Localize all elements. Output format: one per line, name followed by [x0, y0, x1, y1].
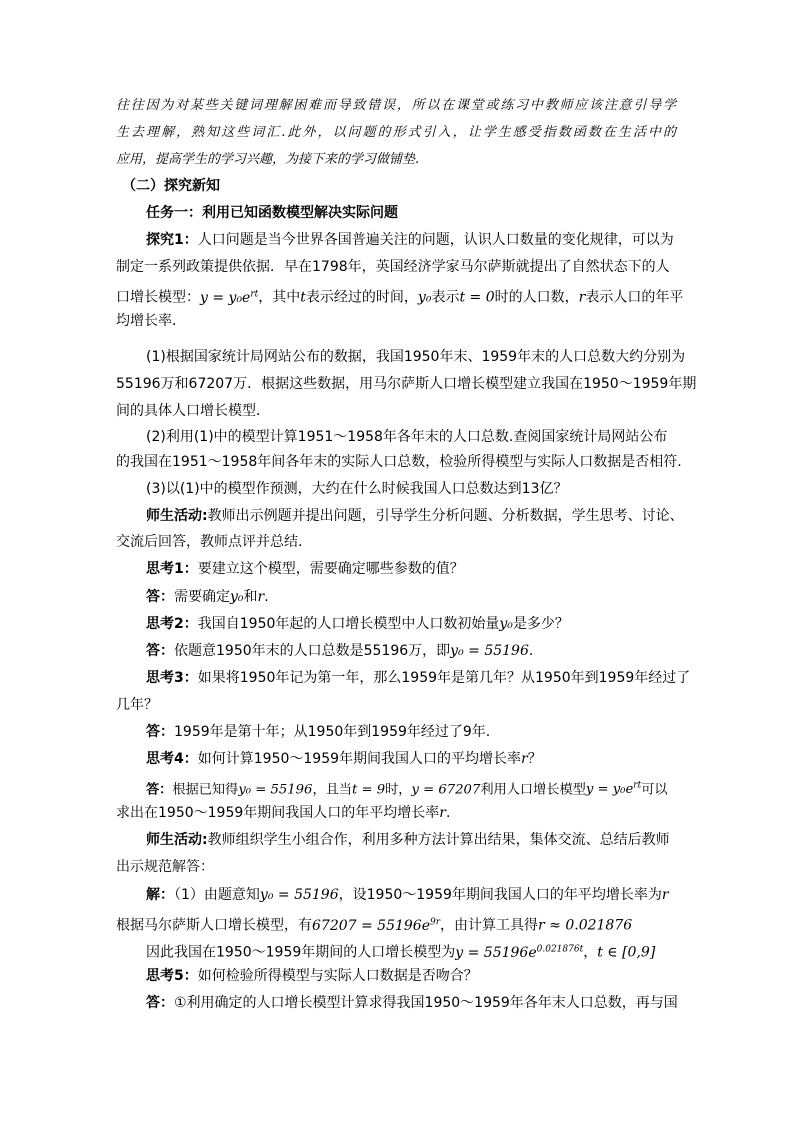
- explore-text-3e: 时的人口数，: [494, 289, 579, 306]
- solution-model: [455, 945, 583, 961]
- answer-4-text-a: 根据已知得: [172, 782, 239, 798]
- answer-2-text-a: 依题意1950年末的人口总数是55196万，即: [174, 643, 451, 659]
- explore-text-3c: 表示经过的时间，: [305, 289, 418, 306]
- answer-1: [146, 585, 706, 609]
- think-2: [146, 612, 706, 636]
- solution-text-3b: ，: [583, 944, 598, 961]
- answer-3-label: 答：: [146, 724, 174, 740]
- answer-4-model-exp: rt: [633, 781, 642, 791]
- solution-model-base: y = 55196e: [455, 944, 537, 961]
- activity-2-text-1: 教师组织学生小组合作，利用多种方法计算出结果，集体交流、总结后教师: [207, 832, 670, 848]
- solution-r: r: [661, 887, 669, 903]
- explore-label: 探究1：: [146, 232, 198, 248]
- answer-4-t9: t = 9: [352, 782, 386, 798]
- intro-line-3: 应用，提高学生的学习兴趣，为接下来的学习做铺垫.: [116, 152, 420, 167]
- answer-4-model: [586, 782, 641, 797]
- activity-2-label: 师生活动:: [146, 832, 208, 848]
- answer-5-label: 答：: [146, 995, 174, 1011]
- think-2-y0: y₀: [499, 616, 513, 632]
- question-1-line-2: 55196万和67207万．根据这些数据，用马尔萨斯人口增长模型建立我国在1950～1959年期: [116, 376, 697, 392]
- var-y0: y₀: [417, 289, 432, 306]
- explore-text-3b: ，其中: [258, 289, 301, 306]
- think-4: [146, 747, 706, 771]
- answer-2-text-b: .: [528, 643, 534, 659]
- solution-label: 解：: [146, 887, 174, 903]
- think-3-line-2: 几年？: [116, 697, 158, 713]
- var-t0: t = 0: [459, 289, 495, 306]
- answer-5: [146, 991, 706, 1015]
- var-t: t: [300, 289, 306, 306]
- solution-text-2b: ，由计算工具得: [440, 917, 539, 934]
- think-2-label: 思考2：: [146, 616, 198, 632]
- answer-4-line-2: [116, 801, 676, 825]
- think-5: [146, 964, 706, 988]
- think-3-label: 思考3：: [146, 670, 198, 686]
- activity-1-text-1: 教师出示例题并提出问题，引导学生分析问题、分析数据，学生思考、讨论、: [207, 508, 684, 524]
- explore-line-4: 均增长率．: [116, 313, 186, 329]
- solution-eq-9r: [312, 918, 440, 934]
- explore-text-3a: 口增长模型：: [116, 289, 200, 306]
- answer-4-text-d: 利用人口增长模型: [480, 782, 586, 798]
- think-3-line-1: [146, 666, 691, 690]
- activity-1-line-2: 交流后回答，教师点评并总结.: [116, 534, 303, 550]
- model-exponent: rt: [250, 289, 259, 299]
- explore-text-1: 人口问题是当今世界各国普遍关注的问题，认识人口数量的变化规律，可以为: [197, 232, 674, 248]
- think-2-text-b: 是多少？: [512, 616, 569, 632]
- answer-1-text-b: 和: [243, 589, 258, 605]
- explore-line-3: [116, 282, 684, 310]
- solution-eq-9r-base: 67207 = 55196e: [312, 917, 430, 934]
- think-1: [146, 557, 706, 581]
- question-1-line-1: (1)根据国家统计局网站公布的数据，我国1950年末、1959年末的人口总数大约分别为: [146, 349, 686, 365]
- answer-1-y0: y₀: [230, 589, 244, 605]
- solution-model-exp: 0.021876t: [536, 944, 584, 954]
- solution-line-2: [116, 910, 676, 938]
- activity-1-label: 师生活动:: [146, 508, 208, 524]
- answer-4-label: 答：: [146, 782, 173, 798]
- activity-1-line-1: [146, 504, 684, 528]
- explore-line-1: [146, 228, 676, 252]
- think-2-text-a: 我国自1950年起的人口增长模型中人口数初始量: [197, 616, 500, 632]
- solution-y0-eq: y₀ = 55196: [259, 887, 339, 903]
- think-1-label: 思考1：: [146, 561, 198, 577]
- think-4-r: r: [521, 751, 528, 767]
- answer-2: [146, 639, 706, 663]
- solution-text-3a: 因此我国在1950～1959年期间的人口增长模型为: [146, 944, 456, 961]
- answer-4-text-b: ，且当: [312, 782, 352, 798]
- solution-eq-9r-exp: 9r: [430, 917, 441, 927]
- answer-4-r: r: [439, 805, 446, 821]
- solution-r-approx: r ≈ 0.021876: [538, 917, 633, 934]
- answer-5-text: ①利用确定的人口增长模型计算求得我国1950～1959年各年末人口总数，再与国: [174, 995, 678, 1011]
- intro-line-2: 生去理解，熟知这些词汇.此外，以问题的形式引入，让学生感受指数函数在生活中的: [116, 125, 676, 140]
- solution-text-b: ，设1950～1959年期间我国人口的年平均增长率为: [338, 887, 662, 903]
- answer-4-line-1: [146, 774, 706, 802]
- solution-domain: t ∈ [0,9]: [597, 944, 656, 961]
- answer-2-y0-eq: y₀ = 55196: [450, 643, 529, 659]
- answer-4-text-c: 时，: [385, 782, 412, 798]
- answer-1-label: 答：: [146, 589, 174, 605]
- explore-line-2: 制定一系列政策提供依据．早在1798年，英国经济学家马尔萨斯就提出了自然状态下的人: [116, 259, 670, 275]
- solution-line-3: [146, 937, 706, 965]
- answer-4-model-base: y = y₀e: [585, 782, 634, 798]
- answer-4-y0-eq: y₀ = 55196: [238, 782, 313, 798]
- activity-2-line-2: 出示规范解答：: [116, 859, 214, 875]
- solution-text-a: （1）由题意知: [174, 887, 260, 903]
- model-formula: [200, 290, 258, 306]
- answer-1-text-a: 需要确定: [174, 589, 230, 605]
- answer-3: [146, 720, 706, 744]
- intro-line-1: 往往因为对某些关键词理解困难而导致错误，所以在课堂或练习中教师应该注意引导学: [116, 98, 676, 113]
- question-2-line-1: (2)利用(1)中的模型计算1951～1958年各年末的人口总数.查阅国家统计局网站公布: [146, 429, 668, 445]
- question-3: (3)以(1)中的模型作预测，大约在什么时候我国人口总数达到13亿？: [146, 481, 568, 497]
- answer-1-r: r: [257, 589, 265, 605]
- solution-text-2a: 根据马尔萨斯人口增长模型，有: [116, 917, 312, 934]
- explore-text-3d: 表示: [431, 289, 460, 306]
- answer-4-y-eq: y = 67207: [411, 782, 481, 798]
- think-5-text: 如何检验所得模型与实际人口数据是否吻合？: [197, 968, 478, 984]
- model-base: y = y₀e: [200, 289, 251, 306]
- answer-2-label: 答：: [146, 643, 174, 659]
- activity-2-line-1: [146, 828, 676, 852]
- solution-line-1: [146, 883, 706, 907]
- question-2-line-2: 的我国在1951～1958年间各年末的实际人口总数，检验所得模型与实际人口数据是否相符.: [116, 454, 682, 470]
- answer-4-text-e: 可以: [641, 782, 668, 798]
- answer-3-text: 1959年是第十年；从1950年到1959年经过了9年.: [174, 724, 491, 740]
- think-3-text-1: 如果将1950年记为第一年，那么1959年是第几年？从1950年到1959年经过了: [197, 670, 691, 686]
- answer-4-text-2a: 求出在1950～1959年期间我国人口的年平均增长率: [116, 805, 440, 821]
- question-1-line-3: 间的具体人口增长模型．: [116, 403, 270, 419]
- answer-1-text-c: .: [264, 589, 269, 605]
- task-heading: 任务一：利用已知函数模型解决实际问题: [146, 205, 398, 221]
- section-heading: （二）探究新知: [122, 178, 220, 194]
- think-4-text-b: ？: [527, 751, 542, 767]
- answer-4-text-2b: .: [445, 805, 451, 821]
- var-r: r: [578, 289, 586, 306]
- think-4-text-a: 如何计算1950～1959年期间我国人口的平均增长率: [197, 751, 522, 767]
- think-5-label: 思考5：: [146, 968, 198, 984]
- think-1-text: 要建立这个模型，需要确定哪些参数的值？: [197, 561, 464, 577]
- explore-text-3f: 表示人口的年平: [585, 289, 684, 306]
- think-4-label: 思考4：: [146, 751, 198, 767]
